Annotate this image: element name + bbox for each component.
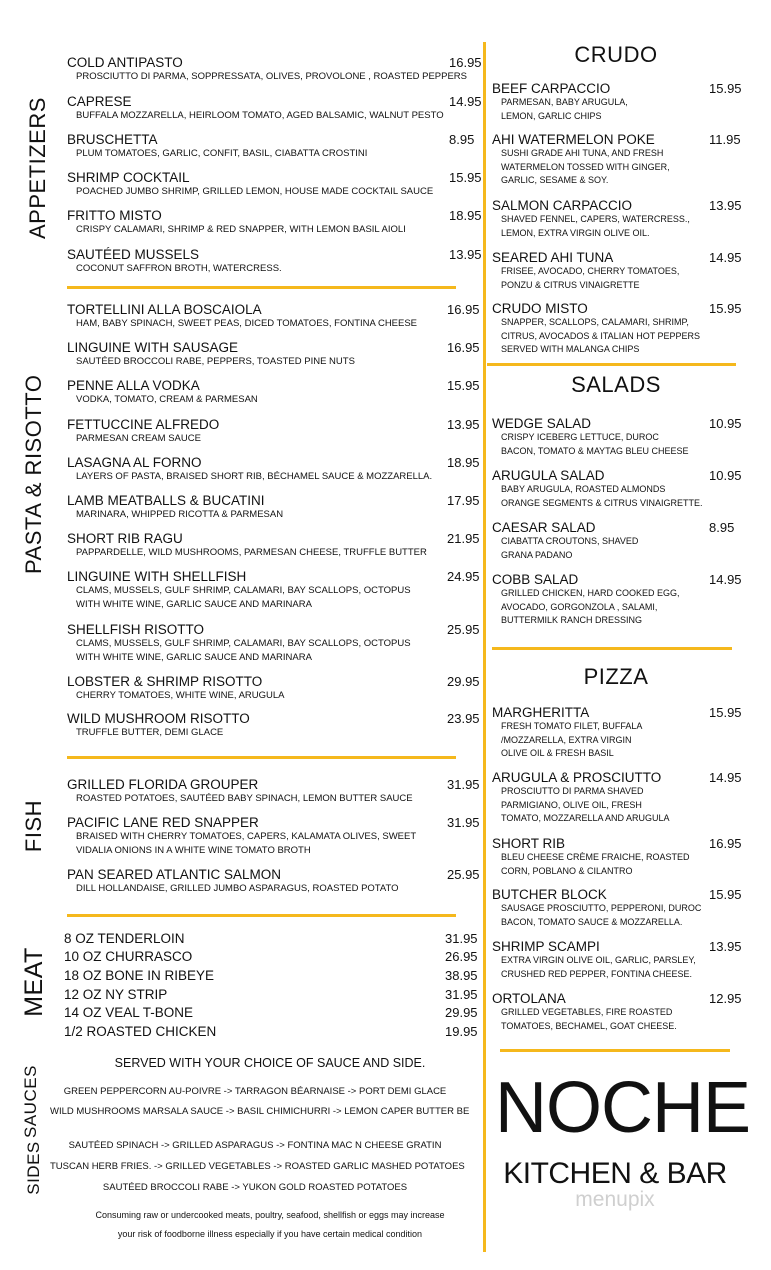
item-name: BEEF CARPACCIO — [492, 81, 611, 96]
disclaimer-line-1: Consuming raw or undercooked meats, poultry, seafood, shellfish or eggs may increase — [95, 1210, 445, 1220]
item-description: SAUSAGE PROSCIUTTO, PEPPERONI, DUROC — [501, 903, 702, 913]
item-description: DILL HOLLANDAISE, GRILLED JUMBO ASPARAGUS, ROASTED POTATO — [76, 883, 399, 894]
item-price: 13.95 — [709, 939, 742, 954]
item-description: BLEU CHEESE CRÈME FRAICHE, ROASTED — [501, 852, 690, 862]
meat-item-name: 8 OZ TENDERLOIN — [64, 931, 185, 946]
item-description: ORANGE SEGMENTS & CITRUS VINAIGRETTE. — [501, 497, 703, 508]
item-description: PARMESAN CREAM SAUCE — [76, 433, 201, 444]
item-price: 13.95 — [709, 198, 742, 213]
item-name: PACIFIC LANE RED SNAPPER — [67, 815, 259, 830]
menu-item — [492, 836, 690, 878]
item-price: 18.95 — [447, 455, 480, 470]
meat-item-name: 12 OZ NY STRIP — [64, 987, 168, 1002]
item-description: CRISPY CALAMARI, SHRIMP & RED SNAPPER, WITH LEMON BASIL AIOLI — [76, 224, 406, 235]
divider — [500, 1049, 730, 1052]
item-price: 8.95 — [709, 520, 735, 535]
item-description: CLAMS, MUSSELS, GULF SHRIMP, CALAMARI, BAY SCALLOPS, OCTOPUS — [76, 585, 411, 596]
item-name: SAUTÉED MUSSELS — [67, 247, 200, 262]
item-description: EXTRA VIRGIN OLIVE OIL, GARLIC, PARSLEY, — [501, 955, 696, 965]
item-description: POACHED JUMBO SHRIMP, GRILLED LEMON, HOUSE MADE COCKTAIL SAUCE — [76, 186, 434, 197]
section-label-sauces: SAUCES — [21, 1065, 40, 1138]
menu-item — [492, 939, 696, 981]
item-description: PROSCIUTTO DI PARMA, SOPPRESSATA, OLIVES, PROVOLONE , ROASTED PEPPERS — [76, 71, 467, 82]
meat-item-name: 18 OZ BONE IN RIBEYE — [64, 968, 215, 983]
item-price: 23.95 — [447, 711, 480, 726]
item-name: CAPRESE — [67, 94, 132, 109]
item-price: 15.95 — [709, 301, 742, 316]
item-description: GRILLED VEGETABLES, FIRE ROASTED — [501, 1007, 673, 1017]
item-price: 13.95 — [449, 247, 482, 262]
item-name: PENNE ALLA VODKA — [67, 378, 200, 393]
menu-item — [67, 455, 432, 484]
item-name: FRITTO MISTO — [67, 208, 162, 223]
item-price: 24.95 — [447, 569, 480, 584]
menu-item — [67, 170, 433, 199]
item-name: ARUGULA SALAD — [492, 468, 605, 483]
item-description: BRAISED WITH CHERRY TOMATOES, CAPERS, KALAMATA OLIVES, SWEET — [76, 831, 417, 842]
item-price: 11.95 — [709, 132, 741, 147]
sauce-line: GREEN PEPPERCORN AU-POIVRE -> TARRAGON BÉARNAISE -> PORT DEMI GLACE — [63, 1086, 447, 1097]
item-description: LEMON, GARLIC CHIPS — [501, 110, 602, 121]
item-name: LAMB MEATBALLS & BUCATINI — [67, 493, 265, 508]
divider — [487, 363, 736, 366]
menu-item — [67, 340, 355, 369]
item-name: PAN SEARED ATLANTIC SALMON — [67, 867, 282, 882]
item-price: 31.95 — [447, 777, 480, 792]
item-description: /MOZZARELLA, EXTRA VIRGIN — [501, 734, 632, 745]
item-price: 10.95 — [709, 416, 742, 431]
menu-item — [67, 247, 282, 276]
item-price: 16.95 — [449, 55, 482, 70]
item-description: CLAMS, MUSSELS, GULF SHRIMP, CALAMARI, BAY SCALLOPS, OCTOPUS — [76, 638, 411, 649]
meat-item-price: 26.95 — [445, 949, 478, 964]
menu-item — [492, 81, 628, 123]
item-description: CORN, POBLANO & CILANTRO — [501, 865, 633, 876]
item-description: LEMON, EXTRA VIRGIN OLIVE OIL. — [501, 227, 650, 238]
item-description: WATERMELON TOSSED WITH GINGER, — [501, 161, 670, 172]
item-price: 16.95 — [447, 302, 480, 317]
item-name: SEARED AHI TUNA — [492, 250, 614, 265]
meat-item-name: 1/2 ROASTED CHICKEN — [64, 1024, 217, 1039]
item-description: CIABATTA CROUTONS, SHAVED — [501, 536, 639, 546]
menu-item — [492, 887, 701, 929]
section-label-pasta: PASTA & RISOTTO — [21, 374, 46, 574]
item-price: 15.95 — [447, 378, 480, 393]
item-description: SNAPPER, SCALLOPS, CALAMARI, SHRIMP, — [501, 317, 689, 327]
brand-logo: NOCHE — [495, 1068, 751, 1148]
item-name: SHORT RIB — [492, 836, 566, 851]
item-price: 14.95 — [709, 250, 742, 265]
item-description: OLIVE OIL & FRESH BASIL — [501, 748, 614, 758]
menu-item — [492, 198, 690, 240]
served-with-note: SERVED WITH YOUR CHOICE OF SAUCE AND SIDE. — [114, 1056, 426, 1070]
item-description: COCONUT SAFFRON BROTH, WATERCRESS. — [76, 263, 282, 274]
divider — [67, 286, 456, 289]
item-price: 8.95 — [449, 132, 475, 147]
item-description: SAUTÉED BROCCOLI RABE, PEPPERS, TOASTED PINE NUTS — [76, 356, 355, 367]
meat-item-price: 38.95 — [445, 968, 478, 983]
menu-item — [492, 250, 679, 292]
meat-item-price: 29.95 — [445, 1005, 478, 1020]
item-description: VIDALIA ONIONS IN A WHITE WINE TOMATO BROTH — [76, 844, 311, 856]
item-name: GRILLED FLORIDA GROUPER — [67, 777, 259, 792]
menu-item — [67, 867, 399, 896]
item-price: 16.95 — [709, 836, 742, 851]
item-price: 15.95 — [709, 887, 742, 902]
item-description: MARINARA, WHIPPED RICOTTA & PARMESAN — [76, 509, 284, 520]
menu-item — [492, 132, 670, 188]
item-price: 14.95 — [709, 572, 742, 587]
meat-item-name: 14 OZ VEAL T-BONE — [64, 1005, 194, 1020]
item-name: MARGHERITTA — [492, 705, 590, 720]
menu-item — [67, 777, 413, 806]
menu-item — [492, 991, 677, 1033]
item-name: LASAGNA AL FORNO — [67, 455, 202, 470]
meat-item-price: 19.95 — [445, 1024, 478, 1039]
item-price: 15.95 — [709, 81, 742, 96]
menu-item — [492, 468, 703, 510]
item-description: BUTTERMILK RANCH DRESSING — [501, 615, 643, 625]
item-description: PAPPARDELLE, WILD MUSHROOMS, PARMESAN CHEESE, TRUFFLE BUTTER — [76, 547, 427, 558]
item-description: ROASTED POTATOES, SAUTÉED BABY SPINACH, LEMON BUTTER SAUCE — [76, 793, 413, 804]
side-line: SAUTÉED SPINACH -> GRILLED ASPARAGUS -> FONTINA MAC N CHEESE GRATIN — [68, 1140, 442, 1151]
item-description: WITH WHITE WINE, GARLIC SAUCE AND MARINARA — [76, 598, 312, 610]
item-name: LINGUINE WITH SHELLFISH — [67, 569, 247, 584]
item-name: ORTOLANA — [492, 991, 566, 1006]
pizza-heading: PIZZA — [583, 664, 649, 689]
item-name: WEDGE SALAD — [492, 416, 592, 431]
item-name: SALMON CARPACCIO — [492, 198, 633, 213]
item-description: CRISPY ICEBERG LETTUCE, DUROC — [501, 432, 659, 442]
section-label-meat: MEAT — [20, 947, 48, 1017]
item-description: PARMIGIANO, OLIVE OIL, FRESH — [501, 799, 642, 810]
meat-item-name: 10 OZ CHURRASCO — [64, 949, 193, 964]
item-description: BACON, TOMATO SAUCE & MOZZARELLA. — [501, 916, 683, 927]
menu-item — [67, 378, 258, 407]
item-description: VODKA, TOMATO, CREAM & PARMESAN — [76, 394, 258, 405]
item-price: 14.95 — [709, 770, 742, 785]
menu-item — [67, 208, 406, 237]
item-name: AHI WATERMELON POKE — [492, 132, 655, 147]
item-description: LAYERS OF PASTA, BRAISED SHORT RIB, BÉCHAMEL SAUCE & MOZZARELLA. — [76, 471, 433, 482]
crudo-heading: CRUDO — [574, 42, 658, 67]
item-description: BABY ARUGULA, ROASTED ALMONDS — [501, 484, 666, 494]
item-name: WILD MUSHROOM RISOTTO — [67, 711, 250, 726]
item-description: HAM, BABY SPINACH, SWEET PEAS, DICED TOMATOES, FONTINA CHEESE — [76, 318, 418, 329]
item-name: COBB SALAD — [492, 572, 579, 587]
meat-item-price: 31.95 — [445, 931, 478, 946]
menu-item — [67, 674, 285, 703]
item-description: BACON, TOMATO & MAYTAG BLEU CHEESE — [501, 445, 689, 456]
menu-item — [67, 493, 283, 522]
item-description: CITRUS, AVOCADOS & ITALIAN HOT PEPPERS — [501, 330, 701, 341]
section-label-appetizers: APPETIZERS — [25, 97, 50, 239]
menu-item — [67, 815, 416, 857]
menu-item — [67, 711, 250, 740]
item-name: BRUSCHETTA — [67, 132, 158, 147]
item-price: 18.95 — [449, 208, 482, 223]
item-name: SHRIMP SCAMPI — [492, 939, 600, 954]
item-name: CAESAR SALAD — [492, 520, 596, 535]
item-description: TOMATOES, BECHAMEL, GOAT CHEESE. — [501, 1020, 677, 1031]
item-description: SHAVED FENNEL, CAPERS, WATERCRESS., — [501, 214, 690, 224]
item-description: FRISEE, AVOCADO, CHERRY TOMATOES, — [501, 266, 680, 276]
item-price: 12.95 — [709, 991, 742, 1006]
item-price: 17.95 — [447, 493, 480, 508]
item-description: GARLIC, SESAME & SOY. — [501, 175, 609, 185]
section-label-fish: FISH — [21, 799, 46, 853]
item-price: 21.95 — [447, 531, 480, 546]
item-price: 25.95 — [447, 622, 480, 637]
side-line: TUSCAN HERB FRIES. -> GRILLED VEGETABLES -> ROASTED GARLIC MASHED POTATOES — [50, 1161, 465, 1172]
item-name: FETTUCCINE ALFREDO — [67, 417, 220, 432]
item-price: 15.95 — [449, 170, 482, 185]
item-description: SERVED WITH MALANGA CHIPS — [501, 344, 640, 354]
divider — [492, 647, 732, 650]
item-description: PROSCIUTTO DI PARMA SHAVED — [501, 786, 644, 796]
item-name: BUTCHER BLOCK — [492, 887, 607, 902]
item-description: CRUSHED RED PEPPER, FONTINA CHEESE. — [501, 968, 693, 979]
menu-item — [492, 572, 680, 628]
item-price: 25.95 — [447, 867, 480, 882]
menu-item — [492, 301, 700, 357]
item-description: FRESH TOMATO FILET, BUFFALA — [501, 721, 643, 731]
salads-heading: SALADS — [571, 372, 661, 397]
menu-item — [67, 55, 467, 84]
menu-item — [67, 622, 411, 664]
menu-item — [492, 770, 670, 826]
section-label-sides: SIDES — [24, 1141, 43, 1195]
menu-item — [67, 132, 367, 161]
item-description: TOMATO, MOZZARELLA AND ARUGULA — [501, 813, 670, 823]
menu-item — [67, 531, 427, 560]
item-name: ARUGULA & PROSCIUTTO — [492, 770, 662, 785]
side-line: SAUTÉED BROCCOLI RABE -> YUKON GOLD ROASTED POTATOES — [102, 1182, 408, 1193]
item-price: 13.95 — [447, 417, 480, 432]
divider — [67, 756, 456, 759]
menu-item — [492, 520, 638, 562]
column-divider — [483, 42, 486, 1252]
item-price: 14.95 — [449, 94, 482, 109]
disclaimer-line-2: your risk of foodborne illness especially if you have certain medical condition — [117, 1229, 423, 1239]
item-description: WITH WHITE WINE, GARLIC SAUCE AND MARINARA — [76, 651, 312, 663]
item-price: 29.95 — [447, 674, 480, 689]
item-price: 16.95 — [447, 340, 480, 355]
item-name: TORTELLINI ALLA BOSCAIOLA — [67, 302, 262, 317]
item-description: BUFFALA MOZZARELLA, HEIRLOOM TOMATO, AGED BALSAMIC, WALNUT PESTO — [76, 110, 444, 121]
item-name: COLD ANTIPASTO — [67, 55, 183, 70]
item-price: 31.95 — [447, 815, 480, 830]
item-description: PONZU & CITRUS VINAIGRETTE — [501, 279, 640, 290]
item-description: GRILLED CHICKEN, HARD COOKED EGG, — [501, 588, 680, 598]
item-name: SHORT RIB RAGU — [67, 531, 183, 546]
item-description: PARMESAN, BABY ARUGULA, — [501, 97, 628, 107]
item-description: GRANA PADANO — [501, 549, 573, 560]
menu-item — [67, 94, 444, 123]
menu-item — [492, 416, 689, 458]
item-name: CRUDO MISTO — [492, 301, 588, 316]
item-name: LOBSTER & SHRIMP RISOTTO — [67, 674, 263, 689]
item-description: SUSHI GRADE AHI TUNA, AND FRESH — [501, 148, 664, 158]
item-price: 15.95 — [709, 705, 742, 720]
menu-item — [67, 417, 219, 446]
item-description: TRUFFLE BUTTER, DEMI GLACE — [76, 727, 224, 738]
item-name: SHELLFISH RISOTTO — [67, 622, 205, 637]
item-description: AVOCADO, GORGONZOLA , SALAMI, — [501, 601, 658, 612]
menu-item — [67, 302, 417, 331]
menu-item — [492, 705, 642, 761]
watermark: menupix — [575, 1188, 655, 1211]
item-name: LINGUINE WITH SAUSAGE — [67, 340, 239, 355]
divider — [67, 914, 456, 917]
brand-tagline: KITCHEN & BAR — [503, 1157, 727, 1190]
item-price: 10.95 — [709, 468, 742, 483]
meat-item-price: 31.95 — [445, 987, 478, 1002]
item-description: CHERRY TOMATOES, WHITE WINE, ARUGULA — [76, 690, 285, 701]
menu-item — [67, 569, 411, 611]
item-description: PLUM TOMATOES, GARLIC, CONFIT, BASIL, CIABATTA CROSTINI — [76, 148, 368, 159]
item-name: SHRIMP COCKTAIL — [67, 170, 190, 185]
sauce-line: WILD MUSHROOMS MARSALA SAUCE -> BASIL CHIMICHURRI -> LEMON CAPER BUTTER BE — [50, 1106, 470, 1117]
